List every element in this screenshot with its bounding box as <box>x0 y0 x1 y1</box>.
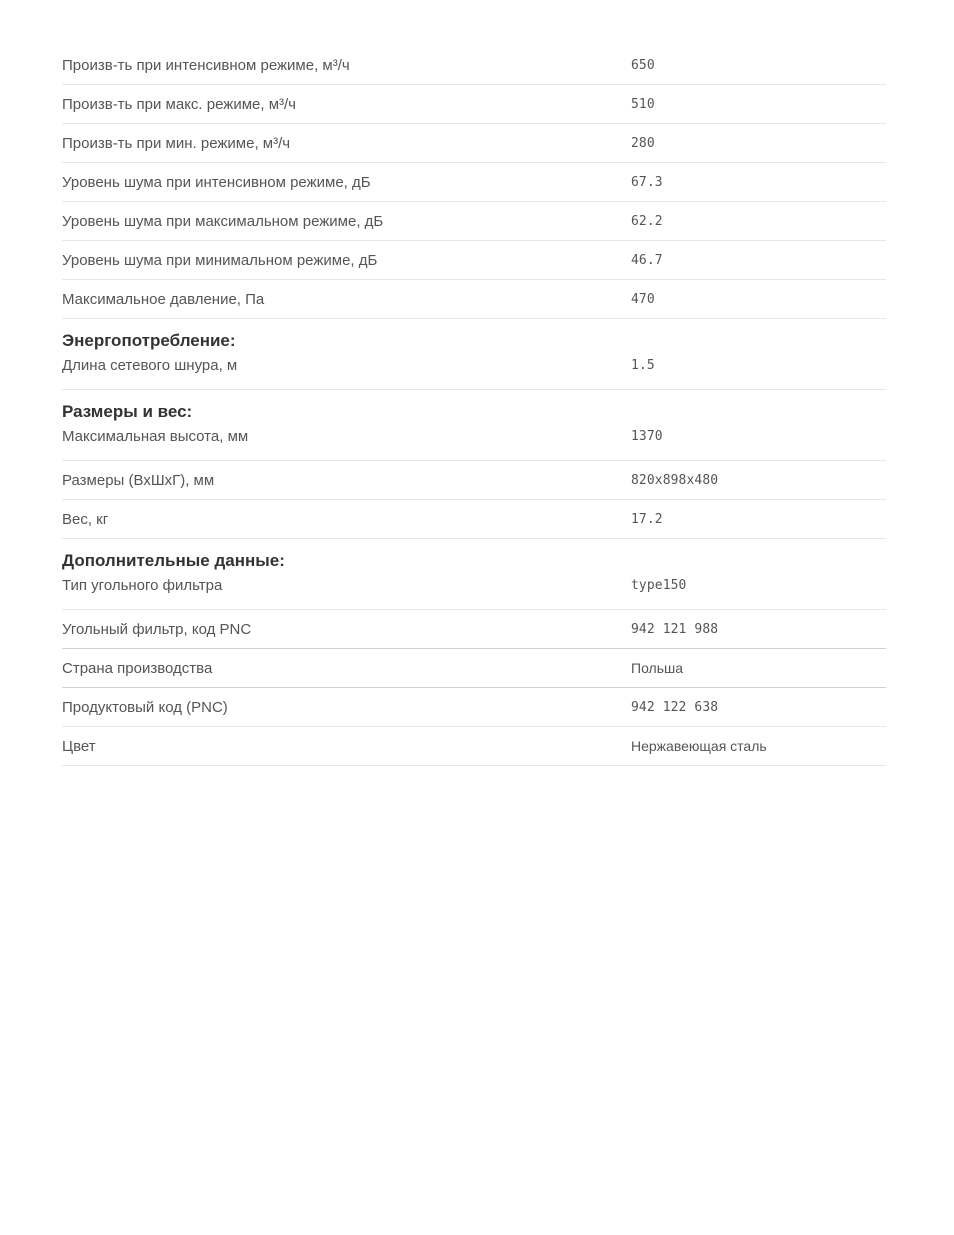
spec-row <box>62 572 886 610</box>
section-dimensions <box>62 390 886 423</box>
spec-row <box>62 241 886 280</box>
spec-row <box>62 649 886 688</box>
spec-row <box>62 610 886 649</box>
spec-row <box>62 500 886 539</box>
spec-label: Максимальная высота, мм <box>62 428 249 445</box>
spec-row <box>62 280 886 319</box>
spec-label: Уровень шума при интенсивном режиме, дБ <box>62 174 371 191</box>
spec-label: Цвет <box>62 738 96 755</box>
spec-value: 67.3 <box>631 175 663 190</box>
section-heading: Размеры и вес: <box>62 402 193 421</box>
spec-row <box>62 461 886 500</box>
spec-value: Польша <box>631 660 684 676</box>
spec-value: Нержавеющая сталь <box>631 738 767 754</box>
spec-value: 942 122 638 <box>631 700 719 715</box>
spec-row <box>62 46 886 85</box>
section-additional <box>62 539 886 572</box>
spec-label: Продуктовый код (PNC) <box>62 699 228 716</box>
section-heading: Дополнительные данные: <box>62 551 285 570</box>
spec-label: Максимальное давление, Па <box>62 291 265 308</box>
spec-value: 470 <box>631 292 655 307</box>
spec-value: 62.2 <box>631 214 663 229</box>
spec-row <box>62 202 886 241</box>
spec-label: Тип угольного фильтра <box>62 577 223 594</box>
specifications-table <box>62 46 886 766</box>
spec-value: type150 <box>631 578 687 593</box>
spec-value: 510 <box>631 97 655 112</box>
spec-value: 17.2 <box>631 512 663 527</box>
spec-label: Уровень шума при минимальном режиме, дБ <box>62 252 378 269</box>
spec-label: Угольный фильтр, код PNC <box>62 621 252 638</box>
spec-row <box>62 352 886 390</box>
spec-row <box>62 85 886 124</box>
spec-value: 1.5 <box>631 358 655 373</box>
spec-row <box>62 423 886 461</box>
spec-value: 650 <box>631 58 655 73</box>
spec-label: Длина сетевого шнура, м <box>62 357 238 374</box>
spec-label: Произв-ть при интенсивном режиме, м³/ч <box>62 57 350 74</box>
spec-row <box>62 163 886 202</box>
spec-row <box>62 124 886 163</box>
spec-value: 46.7 <box>631 253 663 268</box>
spec-value: 280 <box>631 136 655 151</box>
spec-row <box>62 688 886 727</box>
spec-value: 942 121 988 <box>631 622 719 637</box>
spec-label: Произв-ть при макс. режиме, м³/ч <box>62 96 296 113</box>
spec-label: Страна производства <box>62 660 213 677</box>
spec-label: Вес, кг <box>62 511 109 528</box>
spec-value: 1370 <box>631 429 663 444</box>
section-heading: Энергопотребление: <box>62 331 236 350</box>
spec-value: 820x898x480 <box>631 473 719 488</box>
spec-label: Размеры (ВхШхГ), мм <box>62 472 215 489</box>
spec-row <box>62 727 886 766</box>
spec-label: Уровень шума при максимальном режиме, дБ <box>62 213 384 230</box>
spec-label: Произв-ть при мин. режиме, м³/ч <box>62 135 291 152</box>
section-power <box>62 319 886 352</box>
